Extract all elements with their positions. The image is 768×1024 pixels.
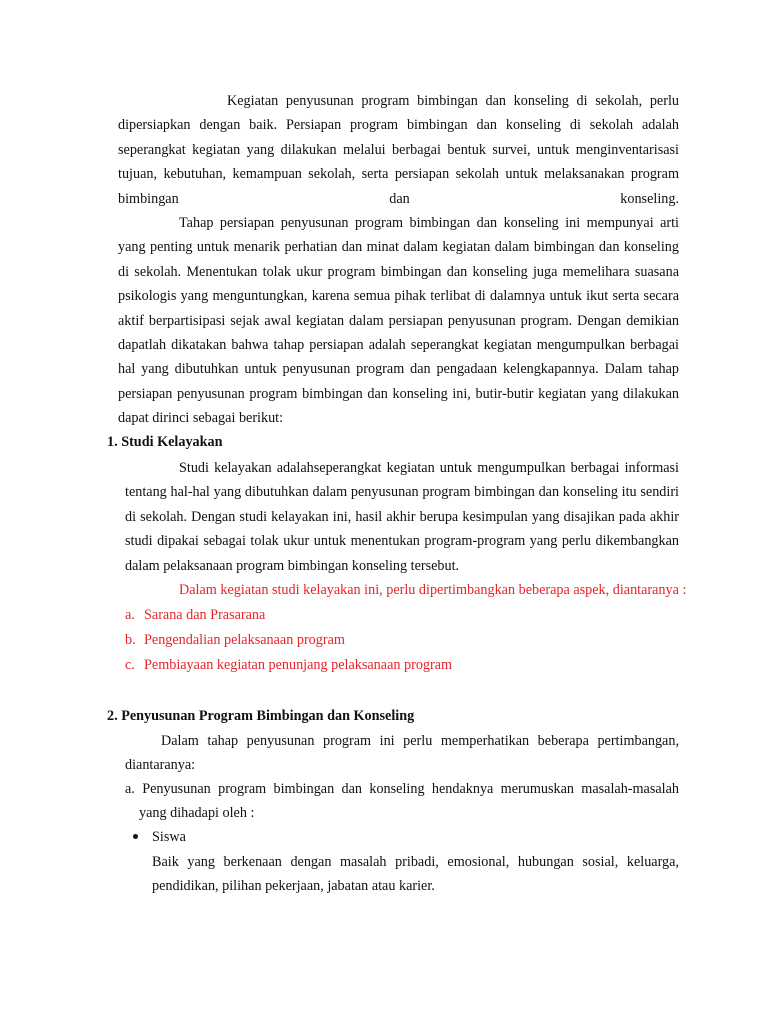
list-marker: b. xyxy=(125,632,136,648)
section-2-heading: 2. Penyusunan Program Bimbingan dan Konseling xyxy=(107,708,415,724)
section-2-paragraph: Dalam tahap penyusunan program ini perlu memperhatikan beberapa pertimbangan, diantaranya: xyxy=(125,733,679,774)
aspect-item xyxy=(125,628,345,652)
section-1-paragraph: Studi kelayakan adalahseperangkat kegiatan untuk mengumpulkan berbagai informasi tentang hal-hal yang dibutuhkan dalam penyusunan program bimbingan dan konseling itu sendiri di sekolah. Dengan studi kelayakan ini, hasil akhir berupa kesimpulan yang disajikan pada akhir studi dipakai sebagai tolak ukur untuk menentukan program-program yang perlu dikembangkan dalam pelaksanaan program bimbingan konseling tersebut. xyxy=(125,460,679,574)
list-marker: a. xyxy=(125,607,135,623)
bullet-text: Baik yang berkenaan dengan masalah pribadi, emosional, hubungan sosial, keluarga, pendidikan, pilihan pekerjaan, jabatan atau karier. xyxy=(152,854,679,895)
aspect-item xyxy=(125,653,452,677)
aspect-text: Sarana dan Prasarana xyxy=(144,607,266,623)
section-2-item-a: a. Penyusunan program bimbingan dan konseling hendaknya merumuskan masalah-masalah yang dihadapi oleh : xyxy=(125,781,679,822)
aspect-text: Pembiayaan kegiatan penunjang pelaksanaan program xyxy=(144,657,453,673)
aspect-text: Pengendalian pelaksanaan program xyxy=(144,632,345,648)
intro-paragraph-1: Kegiatan penyusunan program bimbingan dan konseling di sekolah, perlu dipersiapkan dengan baik. Persiapan program bimbingan dan konseling di sekolah adalah seperangkat kegiatan yang dilakukan melalui berbagai bentuk survei, untuk menginventarisasi tujuan, kebutuhan, kemampuan sekolah, serta persiapan sekolah untuk melaksanakan program bimbingan dan konseling. xyxy=(118,93,679,207)
bullet-icon xyxy=(133,834,138,839)
aspect-item xyxy=(125,603,265,627)
list-marker: c. xyxy=(125,657,135,673)
section-1-heading: 1. Studi Kelayakan xyxy=(107,434,223,450)
bullet-title: Siswa xyxy=(152,829,186,845)
aspects-intro: Dalam kegiatan studi kelayakan ini, perlu dipertimbangkan beberapa aspek, diantaranya : xyxy=(179,582,687,598)
intro-paragraph-2: Tahap persiapan penyusunan program bimbingan dan konseling ini mempunyai arti yang penting untuk menarik perhatian dan minat dalam kegiatan dalam bimbingan dan konseling di sekolah. Menentukan tolak ukur program bimbingan dan konseling juga memelihara suasana psikologis yang menguntungkan, karena semua pihak terlibat di dalamnya untuk ikut serta secara aktif berpartisipasi sejak awal kegiatan dalam persiapan penyusunan program. Dengan demikian dapatlah dikatakan bahwa tahap persiapan adalah seperangkat kegiatan mengumpulkan berbagai hal yang dibutuhkan untuk penyusunan program dan pengadaan kelengkapannya. Dalam tahap persiapan penyusunan program bimbingan dan konseling ini, butir-butir kegiatan yang dilakukan dapat dirinci sebagai berikut: xyxy=(118,215,679,427)
